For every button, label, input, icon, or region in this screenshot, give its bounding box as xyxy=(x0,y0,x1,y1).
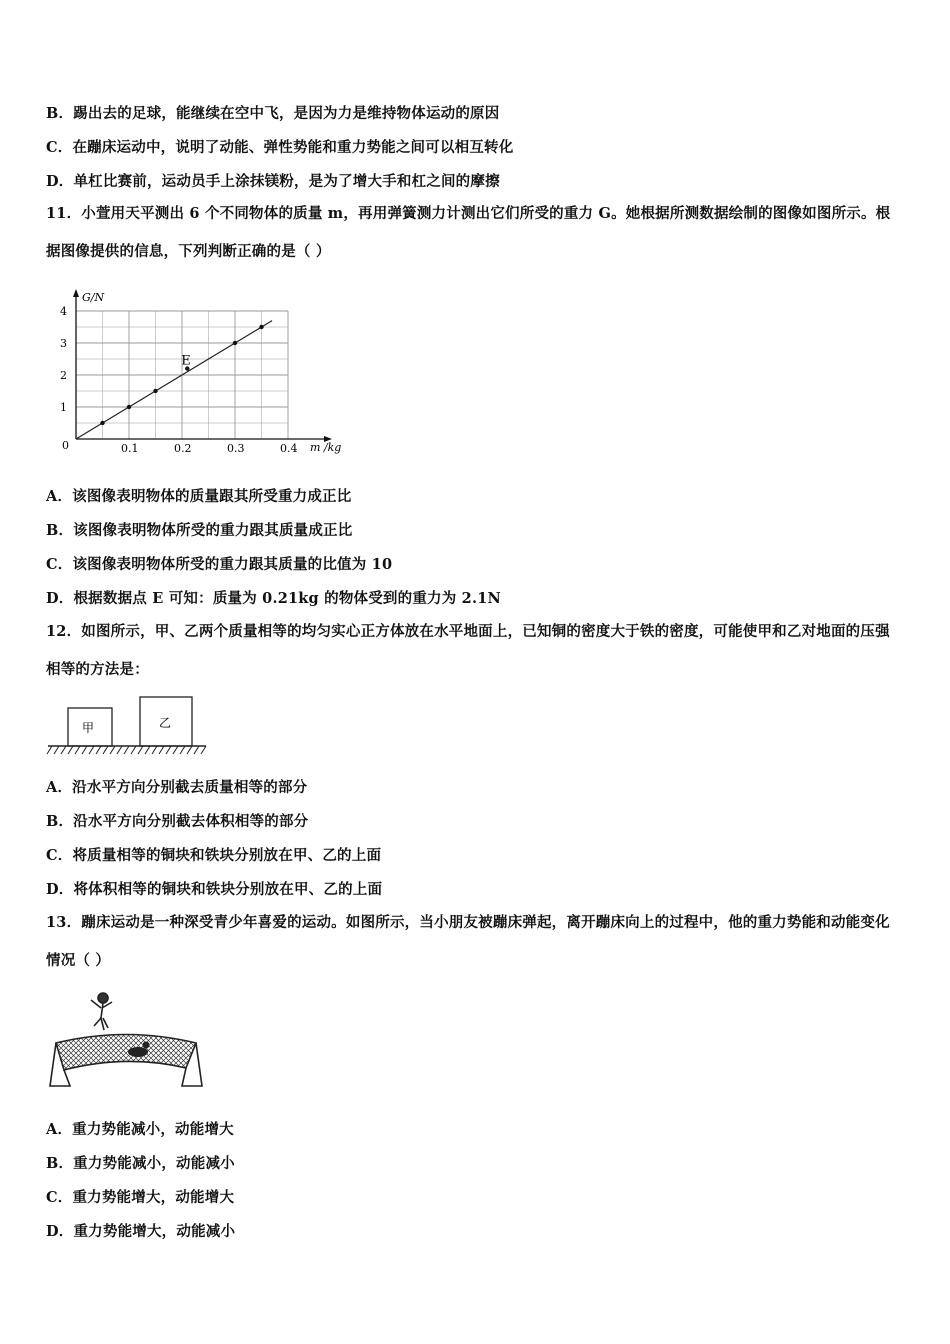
q11-stem: 11．小萱用天平测出 6 个不同物体的质量 m，再用弹簧测力计测出它们所受的重力 G。她根据所测数据绘制的图像如图所示。根据图像提供的信息，下列判断正确的是（ ） xyxy=(46,205,891,260)
x-tick-label: 0.1 xyxy=(121,442,139,455)
data-point xyxy=(153,389,157,393)
data-point xyxy=(100,421,104,425)
hatch-stroke xyxy=(124,746,129,754)
y-tick-label: 2 xyxy=(60,369,67,382)
hatch-stroke xyxy=(75,746,80,754)
hatch-stroke xyxy=(187,746,192,754)
hatch-stroke xyxy=(166,746,171,754)
q12-option-c: C．将质量相等的铜块和铁块分别放在甲、乙的上面 xyxy=(46,847,382,864)
cube-jia-label: 甲 xyxy=(82,721,95,735)
trampoline-figure xyxy=(46,988,206,1098)
hatch-stroke xyxy=(173,746,178,754)
hatch-stroke xyxy=(138,746,143,754)
hatch-stroke xyxy=(82,746,87,754)
hatch-stroke xyxy=(96,746,101,754)
data-point xyxy=(259,325,263,329)
x-axis-label: m /kg xyxy=(310,441,342,454)
q12-option-a: A．沿水平方向分别截去质量相等的部分 xyxy=(46,779,308,796)
hatch-stroke xyxy=(131,746,136,754)
q12-option-b: B．沿水平方向分别截去体积相等的部分 xyxy=(46,813,309,830)
trampoline-bed xyxy=(56,1035,196,1071)
cubes-figure xyxy=(46,692,216,758)
q10-option-c: C．在蹦床运动中，说明了动能、弹性势能和重力势能之间可以相互转化 xyxy=(46,139,514,156)
q11-option-c: C．该图像表明物体所受的重力跟其质量的比值为 10 xyxy=(46,556,393,573)
hatch-stroke xyxy=(152,746,157,754)
g-m-chart xyxy=(48,285,368,465)
point-e-label: E xyxy=(181,353,191,369)
y-tick-label: 1 xyxy=(60,401,67,414)
q13-option-a: A．重力势能减小，动能增大 xyxy=(46,1121,234,1138)
q13-stem: 13．蹦床运动是一种深受青少年喜爱的运动。如图所示，当小朋友被蹦床弹起，离开蹦床向上的过程中，他的重力势能和动能变化情况（ ） xyxy=(46,914,890,969)
jumping-child xyxy=(91,993,112,1030)
q12-option-d: D．将体积相等的铜块和铁块分别放在甲、乙的上面 xyxy=(46,881,383,898)
data-point xyxy=(233,341,237,345)
y-tick-label: 4 xyxy=(60,305,67,318)
hatch-stroke xyxy=(145,746,150,754)
hatch-stroke xyxy=(68,746,73,754)
hatch-stroke xyxy=(103,746,108,754)
q10-option-d: D．单杠比赛前，运动员手上涂抹镁粉，是为了增大手和杠之间的摩擦 xyxy=(46,173,500,190)
q11-option-b: B．该图像表明物体所受的重力跟其质量成正比 xyxy=(46,522,353,539)
q11-option-a: A．该图像表明物体的质量跟其所受重力成正比 xyxy=(46,488,352,505)
hatch-stroke xyxy=(117,746,122,754)
chart-axes xyxy=(73,289,332,442)
hatch-stroke xyxy=(47,746,52,754)
q13-option-b: B．重力势能减小，动能减小 xyxy=(46,1155,235,1172)
q11-option-d: D．根据数据点 E 可知：质量为 0.21kg 的物体受到的重力为 2.1N xyxy=(46,590,501,607)
hatch-stroke xyxy=(54,746,59,754)
x-tick-label: 0.2 xyxy=(174,442,192,455)
hatch-stroke xyxy=(159,746,164,754)
hatch-stroke xyxy=(201,746,206,754)
y-axis-arrow xyxy=(73,289,79,297)
q13-option-c: C．重力势能增大，动能增大 xyxy=(46,1189,235,1206)
cube-yi-label: 乙 xyxy=(159,716,172,730)
hatch-stroke xyxy=(61,746,66,754)
y-axis-label: G/N xyxy=(82,291,105,304)
x-tick-label: 0.3 xyxy=(227,442,245,455)
q12-stem: 12．如图所示，甲、乙两个质量相等的均匀实心正方体放在水平地面上，已知铜的密度大于铁的密度，可能使甲和乙对地面的压强相等的方法是： xyxy=(46,623,890,678)
hatch-stroke xyxy=(89,746,94,754)
q10-option-b: B．踢出去的足球，能继续在空中飞，是因为力是维持物体运动的原因 xyxy=(46,105,500,122)
q13-option-d: D．重力势能增大，动能减小 xyxy=(46,1223,236,1240)
hatch-stroke xyxy=(180,746,185,754)
data-point xyxy=(127,405,131,409)
hatch-stroke xyxy=(194,746,199,754)
ground-hatching xyxy=(47,746,206,754)
fit-line xyxy=(76,321,272,439)
y-tick-label: 3 xyxy=(60,337,67,350)
x-tick-label: 0.4 xyxy=(280,442,298,455)
origin-label: 0 xyxy=(62,439,69,452)
hatch-stroke xyxy=(110,746,115,754)
